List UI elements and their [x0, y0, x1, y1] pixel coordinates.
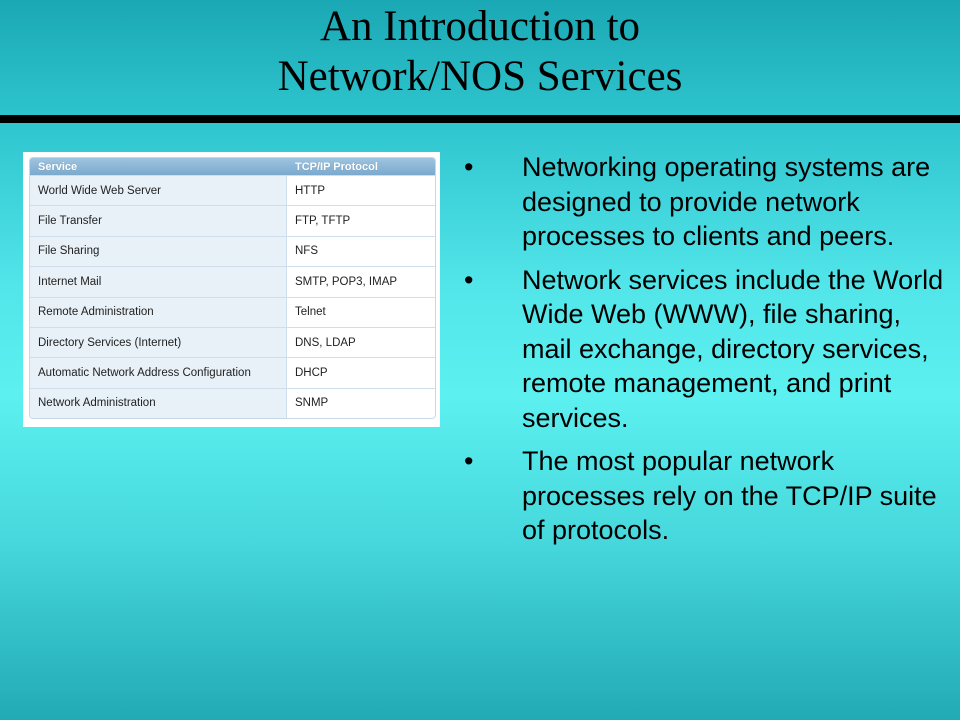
slide-title [0, 2, 960, 102]
protocol-cell: Telnet [287, 297, 435, 327]
table-row [30, 297, 435, 327]
table-row [30, 205, 435, 235]
protocol-cell: SMTP, POP3, IMAP [287, 266, 435, 296]
bullet-item [464, 263, 944, 436]
title-divider [0, 115, 960, 123]
protocol-cell: HTTP [287, 175, 435, 205]
service-cell: File Transfer [30, 205, 287, 235]
bullet-item [464, 150, 944, 254]
table-row [30, 357, 435, 387]
bullet-item [464, 444, 944, 548]
table-row [30, 388, 435, 418]
table-row [30, 236, 435, 266]
table-row [30, 266, 435, 296]
protocol-cell: DHCP [287, 357, 435, 387]
header-service: Service [30, 158, 287, 175]
slide-title-line-2: Network/NOS Services [277, 53, 683, 100]
header-protocol: TCP/IP Protocol [287, 158, 435, 175]
service-cell: World Wide Web Server [30, 175, 287, 205]
bullet-list [464, 150, 944, 557]
service-cell: Internet Mail [30, 266, 287, 296]
bullet-text: Network services include the World Wide Web (WWW), file sharing, mail exchange, directory services, remote management, and print services. [522, 264, 944, 433]
bullet-marker: • [464, 446, 474, 476]
service-cell: Automatic Network Address Configuration [30, 357, 287, 387]
protocol-cell: NFS [287, 236, 435, 266]
service-cell: Directory Services (Internet) [30, 327, 287, 357]
protocol-cell: FTP, TFTP [287, 205, 435, 235]
protocol-cell: SNMP [287, 388, 435, 418]
slide-title-line-1: An Introduction to [319, 3, 641, 50]
table-row [30, 327, 435, 357]
bullet-text: Networking operating systems are designed to provide network processes to clients and peers. [522, 152, 931, 251]
bullet-text: The most popular network processes rely on the TCP/IP suite of protocols. [522, 446, 937, 545]
bullet-marker: • [464, 152, 474, 182]
bullet-marker: • [464, 264, 474, 295]
service-cell: Network Administration [30, 388, 287, 418]
protocol-cell: DNS, LDAP [287, 327, 435, 357]
service-cell: Remote Administration [30, 297, 287, 327]
table-header-row [30, 158, 435, 175]
services-table-image [23, 152, 440, 427]
table-row [30, 175, 435, 205]
service-cell: File Sharing [30, 236, 287, 266]
services-table [29, 157, 436, 419]
